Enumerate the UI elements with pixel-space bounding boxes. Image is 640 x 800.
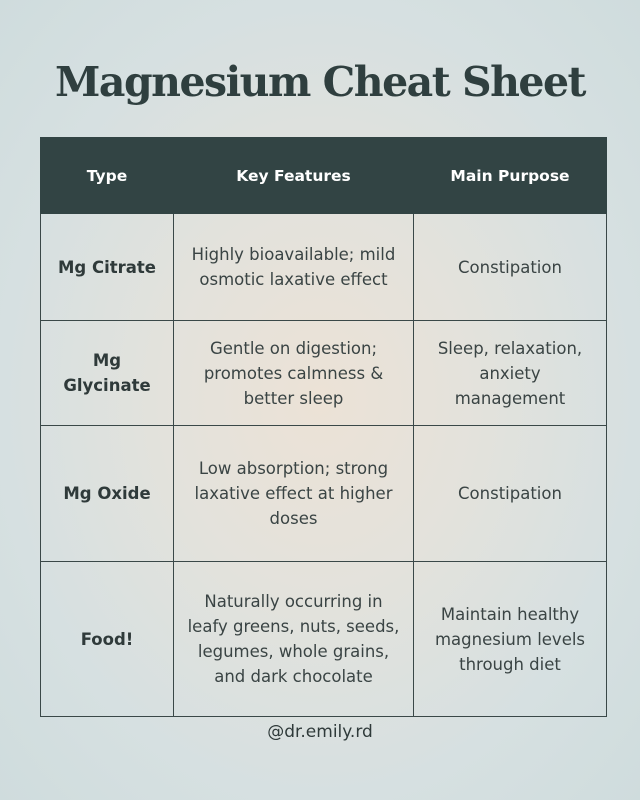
row-type-cell: Mg Glycinate xyxy=(41,321,174,426)
row-purpose-cell: Sleep, relaxation, anxiety management xyxy=(414,321,607,426)
row-type-cell: Mg Oxide xyxy=(41,426,174,562)
row-features-cell: Highly bioavailable; mild osmotic laxative effect xyxy=(174,214,414,321)
row-purpose-cell: Constipation xyxy=(414,214,607,321)
table-row xyxy=(41,321,607,426)
cheat-sheet-table xyxy=(40,137,607,717)
table-row xyxy=(41,214,607,321)
page-title: Magnesium Cheat Sheet xyxy=(55,58,585,106)
row-type-cell: Food! xyxy=(41,562,174,717)
author-handle: @dr.emily.rd xyxy=(267,722,373,742)
row-features-cell: Gentle on digestion; promotes calmness & better sleep xyxy=(174,321,414,426)
row-features-cell: Low absorption; strong laxative effect at higher doses xyxy=(174,426,414,562)
table-row xyxy=(41,562,607,717)
row-features-cell: Naturally occurring in leafy greens, nuts, seeds, legumes, whole grains, and dark chocolate xyxy=(174,562,414,717)
header-main-purpose: Main Purpose xyxy=(414,138,607,214)
table-row xyxy=(41,426,607,562)
row-type-cell: Mg Citrate xyxy=(41,214,174,321)
header-type: Type xyxy=(41,138,174,214)
header-key-features: Key Features xyxy=(174,138,414,214)
row-purpose-cell: Constipation xyxy=(414,426,607,562)
table-header-row xyxy=(41,138,607,214)
row-purpose-cell: Maintain healthy magnesium levels through diet xyxy=(414,562,607,717)
